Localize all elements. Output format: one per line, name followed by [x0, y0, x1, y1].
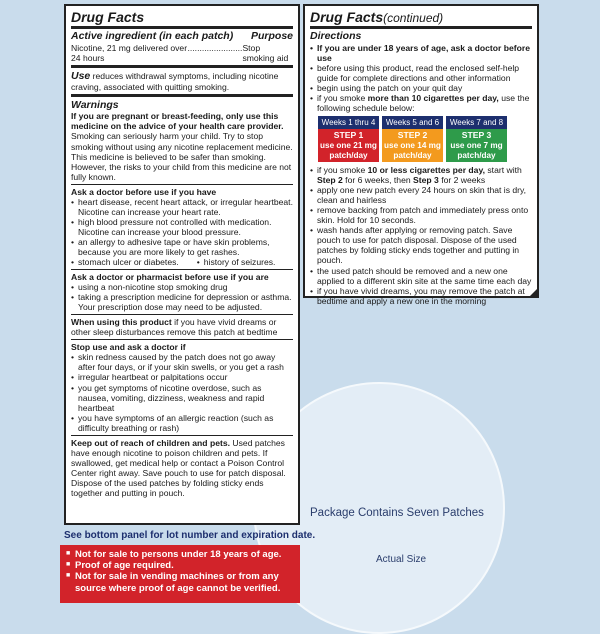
- more-pre: if you smoke: [317, 92, 368, 103]
- ask-doctor-section: [71, 187, 293, 270]
- ask-pharmacist-section: [71, 272, 293, 315]
- stop-use-list: [71, 352, 293, 432]
- less-mid2: for 6 weeks, then: [342, 175, 414, 186]
- drug-facts-continued-title: [310, 9, 532, 29]
- less-step3: Step 3: [413, 175, 439, 186]
- less-post: for 2 weeks: [438, 175, 486, 186]
- active-ingredient-row: [71, 30, 293, 42]
- when-using-bold: When using this product: [71, 317, 172, 328]
- list-item: • If you are under 18 years of age, ask a doctor before use: [310, 43, 532, 63]
- list-item: • before using this product, read the enclosed self-help guide for complete directions and other information: [310, 63, 532, 83]
- keep-out-text: Used patches have enough nicotine to poison children and pets. If swallowed, get medical help or contact a Poison Control Center right away. Save pouch to use for patch disposal. Dispose of the used patches by folding sticky ends together and putting in pouch.: [71, 437, 286, 498]
- schedule-column-1: [318, 116, 379, 162]
- stop-use-header: Stop use and ask a doctor if: [71, 342, 186, 353]
- step-dose: use one 7 mg patch/day: [450, 141, 503, 160]
- list-item: • heart disease, recent heart attack, or irregular heartbeat. Nicotine can increase your heart rate.: [71, 197, 293, 217]
- ask-doctor-pair: [71, 257, 293, 267]
- list-item: • begin using the patch on your quit day: [310, 83, 532, 93]
- drug-facts-continued-panel: [303, 4, 539, 306]
- less-mid: start with: [485, 165, 522, 176]
- list-item: • skin redness caused by the patch does not go away after four days, or if your skin swells, or you get a rash: [71, 352, 293, 372]
- step-label: STEP 3: [461, 130, 492, 141]
- step-dose: use one 14 mg patch/day: [384, 141, 441, 160]
- schedule-column-2: [382, 116, 443, 162]
- pregnancy-warning: [71, 111, 293, 184]
- less-step2: Step 2: [317, 175, 343, 186]
- list-item: • remove backing from patch and immediately press onto skin. Hold for 10 seconds.: [310, 205, 532, 225]
- list-item: • an allergy to adhesive tape or have skin problems, because you are more likely to get rashes.: [71, 237, 293, 257]
- list-item: ■ Not for sale in vending machines or from any source where proof of age cannot be verified.: [66, 571, 294, 593]
- lot-number-note: See bottom panel for lot number and expiration date.: [64, 530, 316, 541]
- less-pre: if you smoke: [317, 165, 368, 176]
- list-item: • high blood pressure not controlled with medication. Nicotine can increase your blood pressure.: [71, 217, 293, 237]
- when-using-section: [71, 317, 293, 340]
- ingredient-text: Nicotine, 21 mg delivered over 24 hours: [71, 42, 188, 63]
- list-item: • irregular heartbeat or palpitations occur: [71, 372, 293, 382]
- use-section: [71, 70, 293, 97]
- warnings-header: Warnings: [71, 99, 119, 112]
- list-item: • wash hands after applying or removing patch. Save pouch to use for patch disposal. Dispose of the used patches by folding sticky ends together and putting in pouch.: [310, 225, 532, 265]
- continued-title-main: Drug Facts: [310, 9, 384, 25]
- step-dose: use one 21 mg patch/day: [320, 141, 377, 160]
- age-restriction-list: [66, 549, 294, 594]
- list-item: • stomach ulcer or diabetes.: [71, 257, 179, 267]
- list-item: • the used patch should be removed and a new one applied to a different skin site at the same time each day: [310, 266, 532, 286]
- continued-label: (continued): [383, 11, 444, 25]
- more-bold: more than 10 cigarettes per day,: [367, 92, 499, 103]
- list-item: • apply one new patch every 24 hours on skin that is dry, clean and hairless: [310, 185, 532, 205]
- ask-pharmacist-header: Ask a doctor or pharmacist before use if you are: [71, 272, 269, 283]
- list-item: [310, 93, 532, 113]
- use-header: Use: [71, 69, 91, 82]
- ask-pharmacist-list: [71, 282, 293, 312]
- list-item: ■ Proof of age required.: [66, 560, 294, 571]
- less-bold: 10 or less cigarettes per day,: [367, 165, 485, 176]
- list-item: • history of seizures.: [197, 257, 276, 267]
- purpose-text: Stop smoking aid: [242, 42, 289, 63]
- pregnancy-bold: If you are pregnant or breast-feeding, only use this medicine on the advice of your health care provider.: [71, 111, 284, 132]
- schedule-step: [446, 129, 507, 162]
- list-item: [310, 165, 532, 185]
- schedule-column-3: [446, 116, 507, 162]
- keep-out-bold: Keep out of reach of children and pets.: [71, 437, 231, 448]
- directions-list: [310, 43, 532, 113]
- ask-doctor-list: [71, 197, 293, 257]
- active-ingredient-header: Active ingredient (in each patch): [71, 30, 234, 43]
- actual-size-label: Actual Size: [376, 554, 427, 565]
- ask-doctor-header: Ask a doctor before use if you have: [71, 186, 217, 197]
- list-item: • you get symptoms of nicotine overdose, such as nausea, vomiting, dizziness, weakness and rapid heartbeat: [71, 383, 293, 413]
- list-item: • taking a prescription medicine for depression or asthma. Your prescription dose may need to be adjusted.: [71, 292, 293, 312]
- schedule-step: [382, 129, 443, 162]
- dosage-schedule-table: [318, 116, 532, 162]
- directions-header: Directions: [310, 30, 362, 43]
- schedule-weeks: Weeks 1 thru 4: [318, 116, 379, 129]
- directions-list-continued: [310, 165, 532, 306]
- schedule-weeks: Weeks 5 and 6: [382, 116, 443, 129]
- corner-fold: [529, 288, 538, 297]
- list-item: • you have symptoms of an allergic reaction (such as difficulty breathing or rash): [71, 413, 293, 433]
- list-item: • using a non-nicotine stop smoking drug: [71, 282, 293, 292]
- ingredient-line: [71, 43, 293, 68]
- pregnancy-text: Smoking can seriously harm your child. Try to stop smoking without using any nicotine replacement medicine. This medicine is believed to be safer than smoking. However, the risks to your child from this medicine are not fully known.: [71, 131, 293, 182]
- when-using-text: if you have vivid dreams or other sleep disturbances remove this patch at bedtime: [71, 317, 278, 338]
- package-contents-text: Package Contains Seven Patches: [310, 507, 484, 519]
- keep-out-section: [71, 438, 293, 498]
- drug-facts-title: Drug Facts: [71, 9, 293, 29]
- schedule-step: [318, 129, 379, 162]
- step-label: STEP 1: [333, 130, 364, 141]
- list-item: ■ Not for sale to persons under 18 years of age.: [66, 549, 294, 560]
- stop-use-section: [71, 342, 293, 435]
- step-label: STEP 2: [397, 130, 428, 141]
- use-text: reduces withdrawal symptoms, including nicotine craving, associated with quitting smoking.: [71, 70, 279, 93]
- age-restriction-box: [60, 545, 300, 603]
- schedule-weeks: Weeks 7 and 8: [446, 116, 507, 129]
- drug-facts-panel: [64, 4, 300, 525]
- purpose-header: Purpose: [250, 30, 293, 43]
- more-post: use the following schedule below:: [317, 92, 530, 113]
- purpose-dots: .......................: [187, 42, 243, 53]
- list-item: • if you have vivid dreams, you may remove the patch at bedtime and apply a new one in the morning: [310, 286, 532, 306]
